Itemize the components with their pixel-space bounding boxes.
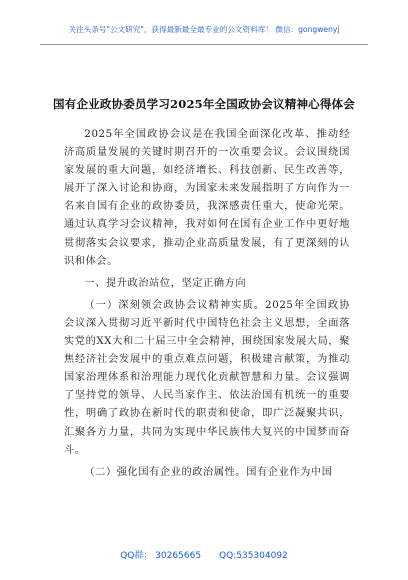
header-divider — [40, 44, 368, 45]
intro-paragraph: 2025年全国政协会议是在我国全面深化改革、推动经济高质量发展的关键时期召开的一次重要会议。会议围绕国家发展的重大问题，如经济增长、科技创新、民生改善等，展开了深入讨论和协商，为国家未来发展指明了方向作为一名来自国有企业的政协委员，我深感责任重大，使命光荣。通过认真学习会议精神，我对如何在国有企业工作中更好地贯彻落实会议要求，推动企业高质量发展，有了更深刻的认识和体会。 — [64, 129, 350, 267]
footer-qq-number: QQ:535304092 — [219, 551, 288, 561]
section-heading: 一、提升政治站位，坚定正确方向 — [84, 277, 247, 289]
document-body — [64, 126, 350, 482]
sub-section-paragraph: （一）深刻领会政协会议精神实质。2025年全国政协会议深入贯彻习近平新时代中国特色社会主义思想，全面落实党的XX大和二十届三中全会精神，围绕国家发展大局，聚焦经济社会发展中的重点难点问题，积极建言献策，为推动国家治理体系和治理能力现代化贡献智慧和力量。会议强调了坚持党的领导、人民当家作主、依法治国有机统一的重要性，明确了政协在新时代的职责和使命，即广泛凝聚共识，汇聚各方力量，共同为实现中华民族伟大复兴的中国梦而奋斗。 — [64, 299, 350, 456]
footer-qq-group: QQ群： 30265665 — [120, 551, 202, 561]
sub-section-paragraph: （二）强化国有企业的政治属性。国有企业作为中国 — [84, 466, 333, 478]
footer-contact — [0, 548, 408, 561]
header-promo-text: 关注头条号"公文研究"，获得最新最全最专业的公文资料库！ 微信：gongwenyj — [68, 25, 340, 34]
document-title: 国有企业政协委员学习2025年全国政协会议精神心得体会 — [53, 97, 355, 111]
